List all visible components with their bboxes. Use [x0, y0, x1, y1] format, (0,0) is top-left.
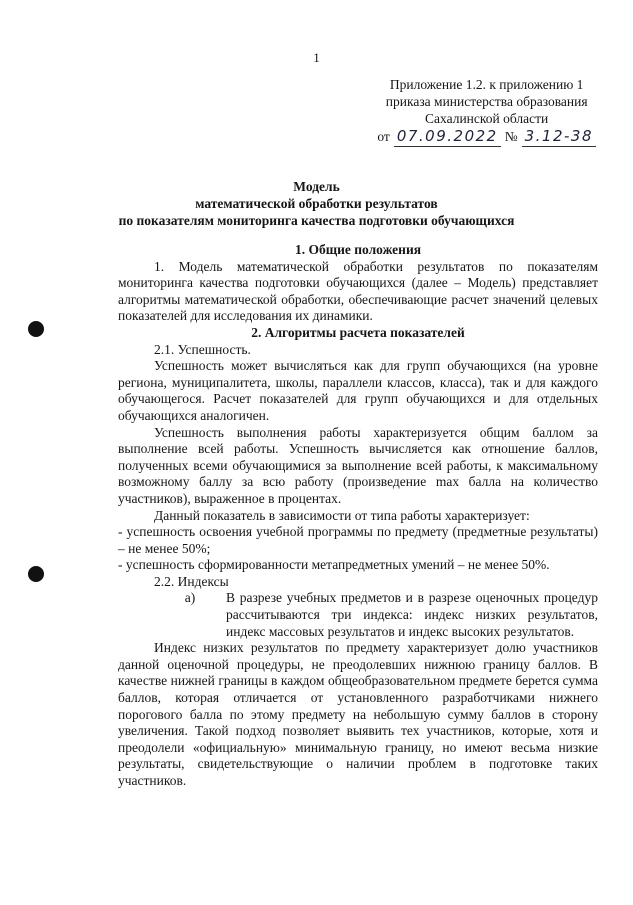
appendix-line-3: Сахалинской области — [425, 111, 549, 126]
appendix-line-1: Приложение 1.2. к приложению 1 — [389, 77, 584, 92]
page-number: 1 — [313, 50, 320, 65]
appendix-block — [377, 76, 596, 147]
handwritten-date: 07.09.2022 — [394, 128, 501, 147]
document-body — [118, 242, 598, 790]
subsection-2-1-heading: 2.1. Успешность. — [154, 341, 251, 357]
section-2-heading: 2. Алгоритмы расчета показателей — [251, 324, 465, 340]
section-1-paragraph: 1. Модель математической обработки результатов по показателям мониторинга качества подготовки обучающихся (далее – Модель) представляет алгоритмы математической обработки, обеспечивающие расчет значений целевых показателей для исследования их динамики. — [118, 258, 598, 324]
list-item-a — [118, 590, 598, 640]
paragraph-low-results-index: Индекс низких результатов по предмету характеризует долю участников данной оценочной процедуры, не преодолевших нижнюю границу баллов. В качестве нижней границы в каждом общеобразовательном предмете берется сумма баллов, которая отличается от установленного разработчиками нижнего порогового балла по этому предмету на небольшую сумму баллов в сторону увеличения. Такой подход позволяет выявить тех участников, которые, хотя и преодолели «официальную» минимальную границу, но имеют весьма низкие результаты, свидетельствующие о наличии проблем в подготовке таких участников. — [118, 640, 598, 788]
title-line-1: Модель — [293, 179, 340, 194]
title-line-2: математической обработки результатов — [195, 196, 438, 211]
paragraph-success-calculation: Успешность выполнения работы характеризуется общим баллом за выполнение всей работы. Успешность вычисляется как отношение баллов, полученных всеми обучающимися за выполнение всей работы, к максимальному возможному баллу за всю работу (произведение max балла на количество участников), выраженное в процентах. — [118, 424, 598, 506]
appendix-line-2: приказа министерства образования — [385, 94, 588, 109]
subsection-2-2-heading: 2.2. Индексы — [154, 573, 229, 589]
binder-hole-top — [28, 321, 44, 337]
order-date-number-row — [377, 128, 596, 147]
number-label: № — [504, 129, 518, 144]
bullet-subject-results: - успешность освоения учебной программы по предмету (предметные результаты) – не менее 50%; — [118, 524, 598, 556]
list-item-a-text: В разрезе учебных предметов и в разрезе оценочных процедур рассчитываются три индекса: индекс низких результатов, индекс массовых результатов и индекс высоких результатов. — [226, 590, 598, 639]
title-line-3: по показателям мониторинга качества подготовки обучающихся — [118, 213, 515, 228]
binder-hole-bottom — [28, 566, 44, 582]
document-title — [0, 178, 633, 229]
bullet-metasubject-skills: - успешность сформированности метапредметных умений – не менее 50%. — [118, 557, 550, 573]
list-item-a-marker: а) — [184, 590, 196, 606]
from-label: от — [377, 129, 390, 144]
section-1-heading: 1. Общие положения — [294, 242, 422, 257]
handwritten-order-number: 3.12-38 — [522, 128, 596, 147]
paragraph-indicator-intro: Данный показатель в зависимости от типа работы характеризует: — [154, 507, 530, 523]
paragraph-success-scope: Успешность может вычисляться как для групп обучающихся (на уровне региона, муниципалитета, школы, параллели классов, класса), так и для каждого обучающегося. Расчет показателей для групп обучающихся и для отдельных обучающихся аналогичен. — [118, 358, 598, 423]
